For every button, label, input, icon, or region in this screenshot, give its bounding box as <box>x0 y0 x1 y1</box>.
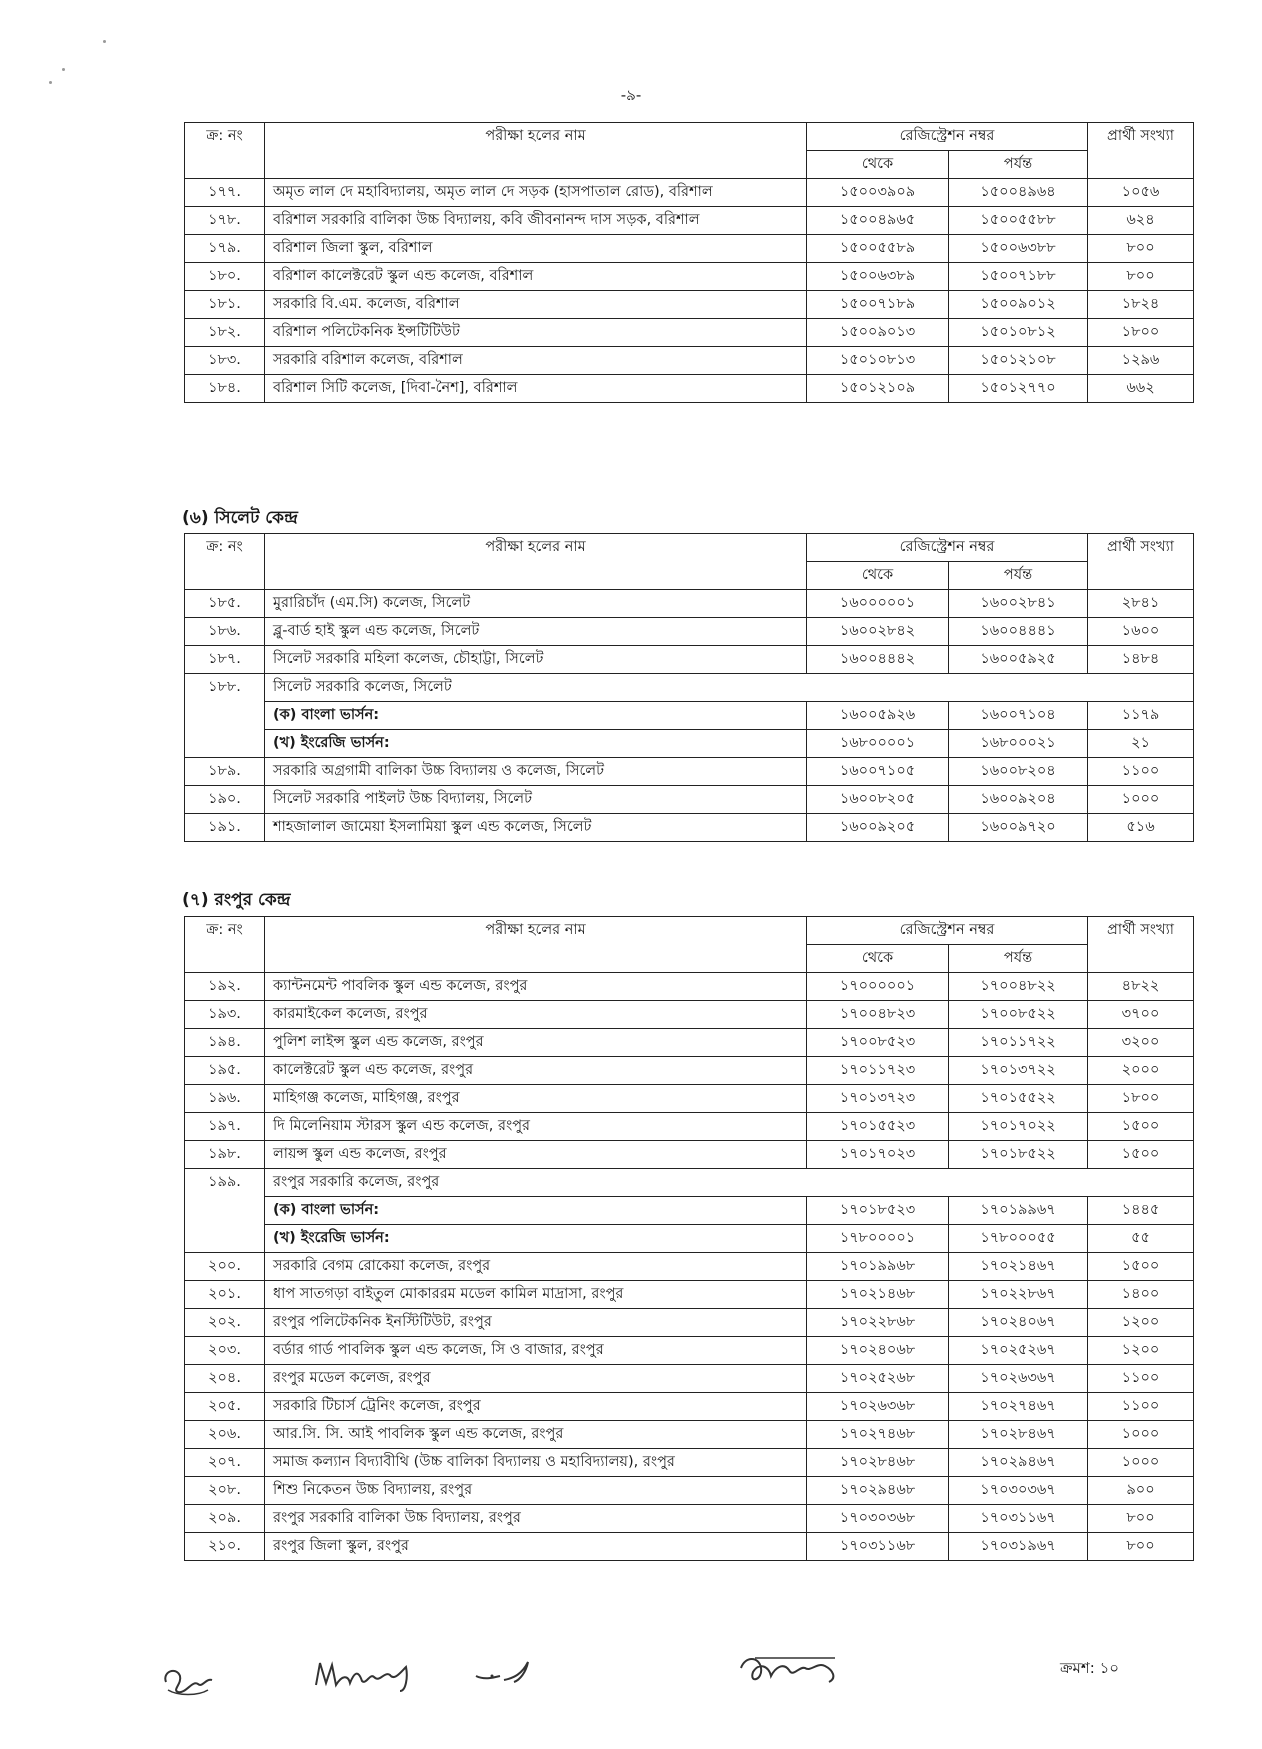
reg-from: ১৭০২৪০৬৮ <box>807 1337 949 1365</box>
hall-name: ব্লু-বার্ড হাই স্কুল এন্ড কলেজ, সিলেট <box>265 618 807 646</box>
row-serial: ১৮৩. <box>185 347 265 375</box>
hall-name: শিশু নিকেতন উচ্চ বিদ্যালয়, রংপুর <box>265 1477 807 1505</box>
reg-to: ১৭০১৮৫২২ <box>949 1141 1088 1169</box>
hall-name: বরিশাল সিটি কলেজ, [দিবা-নৈশ], বরিশাল <box>265 375 807 403</box>
row-serial: ১৯১. <box>185 814 265 842</box>
reg-to: ১৭০৩১৯৬৭ <box>949 1533 1088 1561</box>
candidate-count: ১৮০০ <box>1088 319 1194 347</box>
scan-speck <box>103 40 106 43</box>
hall-name: বরিশাল জিলা স্কুল, বরিশাল <box>265 235 807 263</box>
candidate-count: ১৪০০ <box>1088 1281 1194 1309</box>
table-row <box>185 1421 1194 1449</box>
reg-from: ১৭০১৭০২৩ <box>807 1141 949 1169</box>
candidate-count: ১৫০০ <box>1088 1253 1194 1281</box>
version-label: (ক) বাংলা ভার্সন: <box>265 702 807 730</box>
reg-from: ১৬০০৫৯২৬ <box>807 702 949 730</box>
candidate-count: ১০০০ <box>1088 1449 1194 1477</box>
candidate-count: ৯০০ <box>1088 1477 1194 1505</box>
hall-name: পুলিশ লাইন্স স্কুল এন্ড কলেজ, রংপুর <box>265 1029 807 1057</box>
table-row <box>185 1309 1194 1337</box>
hall-name: রংপুর পলিটেকনিক ইনস্টিটিউট, রংপুর <box>265 1309 807 1337</box>
version-label: (খ) ইংরেজি ভার্সন: <box>265 730 807 758</box>
reg-to: ১৭০০৪৮২২ <box>949 973 1088 1001</box>
version-label: (ক) বাংলা ভার্সন: <box>265 1197 807 1225</box>
reg-from: ১৬০০২৮৪২ <box>807 618 949 646</box>
candidate-count: ১৪৪৫ <box>1088 1197 1194 1225</box>
candidate-count: ৮০০ <box>1088 1533 1194 1561</box>
reg-from: ১৭০০৮৫২৩ <box>807 1029 949 1057</box>
reg-from: ১৬০০৯২০৫ <box>807 814 949 842</box>
reg-from: ১৬০০৪৪৪২ <box>807 646 949 674</box>
row-serial: ১৮০. <box>185 263 265 291</box>
reg-to: ১৫০০৪৯৬৪ <box>949 179 1088 207</box>
candidate-count: ৮০০ <box>1088 1505 1194 1533</box>
table-row <box>185 179 1194 207</box>
reg-to: ১৭০২৮৪৬৭ <box>949 1421 1088 1449</box>
candidate-count: ৩২০০ <box>1088 1029 1194 1057</box>
row-serial: ২০৩. <box>185 1337 265 1365</box>
header-from: থেকে <box>807 945 949 973</box>
row-serial: ১৮৬. <box>185 618 265 646</box>
reg-from: ১৬০০৮২০৫ <box>807 786 949 814</box>
reg-from: ১৭০০৪৮২৩ <box>807 1001 949 1029</box>
reg-from: ১৭০১৮৫২৩ <box>807 1197 949 1225</box>
candidate-count: ১০০০ <box>1088 1421 1194 1449</box>
row-serial: ১৮৫. <box>185 590 265 618</box>
header-hall-name: পরীক্ষা হলের নাম <box>265 123 807 179</box>
header-hall-name: পরীক্ষা হলের নাম <box>265 917 807 973</box>
table-row <box>185 646 1194 674</box>
signature-2 <box>310 1655 420 1695</box>
row-serial: ২০৪. <box>185 1365 265 1393</box>
table-row-split <box>185 674 1194 702</box>
table-subrow <box>185 1225 1194 1253</box>
candidate-count: ১১০০ <box>1088 1393 1194 1421</box>
scan-speck <box>62 68 65 71</box>
reg-to: ১৭০১৫৫২২ <box>949 1085 1088 1113</box>
reg-to: ১৭০০৮৫২২ <box>949 1001 1088 1029</box>
hall-name: অমৃত লাল দে মহাবিদ্যালয়, অমৃত লাল দে সড়ক (হাসপাতাল রোড), বরিশাল <box>265 179 807 207</box>
header-to: পর্যন্ত <box>949 562 1088 590</box>
reg-to: ১৫০১২৭৭০ <box>949 375 1088 403</box>
candidate-count: ১২০০ <box>1088 1337 1194 1365</box>
table-row <box>185 1141 1194 1169</box>
hall-name: মাহিগঞ্জ কলেজ, মাহিগঞ্জ, রংপুর <box>265 1085 807 1113</box>
hall-name: রংপুর সরকারি বালিকা উচ্চ বিদ্যালয়, রংপুর <box>265 1505 807 1533</box>
reg-from: ১৭০০০০০১ <box>807 973 949 1001</box>
row-serial: ১৯৬. <box>185 1085 265 1113</box>
candidate-count: ১৫০০ <box>1088 1113 1194 1141</box>
hall-name: কালেক্টরেট স্কুল এন্ড কলেজ, রংপুর <box>265 1057 807 1085</box>
candidate-count: ১১০০ <box>1088 1365 1194 1393</box>
table-row <box>185 347 1194 375</box>
header-to: পর্যন্ত <box>949 945 1088 973</box>
hall-name: ধাপ সাতগড়া বাইতুল মোকাররম মডেল কামিল মাদ্রাসা, রংপুর <box>265 1281 807 1309</box>
section-heading-rangpur: (৭) রংপুর কেন্দ্র <box>182 890 291 910</box>
table-row <box>185 1337 1194 1365</box>
reg-from: ১৬০০০০০১ <box>807 590 949 618</box>
reg-from: ১৫০১০৮১৩ <box>807 347 949 375</box>
reg-to: ১৭০২৫২৬৭ <box>949 1337 1088 1365</box>
header-serial: ক্র: নং <box>185 917 265 973</box>
table-row <box>185 235 1194 263</box>
hall-name: রংপুর জিলা স্কুল, রংপুর <box>265 1533 807 1561</box>
hall-name: সরকারি অগ্রগামী বালিকা উচ্চ বিদ্যালয় ও কলেজ, সিলেট <box>265 758 807 786</box>
candidate-count: ৫১৬ <box>1088 814 1194 842</box>
candidate-count: ১৮০০ <box>1088 1085 1194 1113</box>
reg-from: ১৫০০৪৯৬৫ <box>807 207 949 235</box>
table-subrow <box>185 1197 1194 1225</box>
row-serial: ১৮৭. <box>185 646 265 674</box>
reg-to: ১৫০০৬৩৮৮ <box>949 235 1088 263</box>
table-subrow <box>185 730 1194 758</box>
reg-to: ১৬০০২৮৪১ <box>949 590 1088 618</box>
candidate-count: ১১০০ <box>1088 758 1194 786</box>
header-hall-name: পরীক্ষা হলের নাম <box>265 534 807 590</box>
hall-name: বর্ডার গার্ড পাবলিক স্কুল এন্ড কলেজ, সি ও বাজার, রংপুর <box>265 1337 807 1365</box>
candidate-count: ১১৭৯ <box>1088 702 1194 730</box>
hall-name: সরকারি বরিশাল কলেজ, বরিশাল <box>265 347 807 375</box>
reg-from: ১৫০১২১০৯ <box>807 375 949 403</box>
reg-from: ১৭০১৫৫২৩ <box>807 1113 949 1141</box>
table-subrow <box>185 702 1194 730</box>
table-row <box>185 1393 1194 1421</box>
hall-name: সমাজ কল্যান বিদ্যাবীথি (উচ্চ বালিকা বিদ্যালয় ও মহাবিদ্যালয়), রংপুর <box>265 1449 807 1477</box>
reg-to: ১৭০২৯৪৬৭ <box>949 1449 1088 1477</box>
reg-to: ১৫০০৫৫৮৮ <box>949 207 1088 235</box>
reg-to: ১৭০১৩৭২২ <box>949 1057 1088 1085</box>
header-serial: ক্র: নং <box>185 534 265 590</box>
hall-name: বরিশাল পলিটেকনিক ইন্সটিটিউট <box>265 319 807 347</box>
section-heading-sylhet: (৬) সিলেট কেন্দ্র <box>182 508 298 528</box>
reg-to: ১৭০১৯৯৬৭ <box>949 1197 1088 1225</box>
table-row <box>185 1477 1194 1505</box>
row-serial: ২১০. <box>185 1533 265 1561</box>
reg-from: ১৫০০৬৩৮৯ <box>807 263 949 291</box>
header-reg-number: রেজিস্ট্রেশন নম্বর <box>807 534 1088 562</box>
table-row <box>185 1365 1194 1393</box>
table-row <box>185 1001 1194 1029</box>
row-serial: ১৯০. <box>185 786 265 814</box>
hall-name: সিলেট সরকারি কলেজ, সিলেট <box>265 674 1194 702</box>
hall-name: মুরারিচাঁদ (এম.সি) কলেজ, সিলেট <box>265 590 807 618</box>
reg-from: ১৭০২১৪৬৮ <box>807 1281 949 1309</box>
row-serial: ১৭৯. <box>185 235 265 263</box>
row-serial: ১৯৩. <box>185 1001 265 1029</box>
table-row <box>185 291 1194 319</box>
candidate-count: ১২৯৬ <box>1088 347 1194 375</box>
table-row <box>185 1057 1194 1085</box>
hall-name: সিলেট সরকারি মহিলা কলেজ, চৌহাট্টা, সিলেট <box>265 646 807 674</box>
header-from: থেকে <box>807 562 949 590</box>
reg-from: ১৫০০৫৫৮৯ <box>807 235 949 263</box>
table-sylhet <box>184 533 1194 842</box>
candidate-count: ১৫০০ <box>1088 1141 1194 1169</box>
candidate-count: ৮০০ <box>1088 263 1194 291</box>
table-row <box>185 1533 1194 1561</box>
table-row-split <box>185 1169 1194 1197</box>
row-serial: ১৯৮. <box>185 1141 265 1169</box>
table-row <box>185 1085 1194 1113</box>
table-row <box>185 973 1194 1001</box>
candidate-count: ১০৫৬ <box>1088 179 1194 207</box>
table-row <box>185 375 1194 403</box>
row-serial: ২০৫. <box>185 1393 265 1421</box>
table-row <box>185 590 1194 618</box>
hall-name: বরিশাল সরকারি বালিকা উচ্চ বিদ্যালয়, কবি জীবনানন্দ দাস সড়ক, বরিশাল <box>265 207 807 235</box>
row-serial: ২০১. <box>185 1281 265 1309</box>
row-serial: ১৮৪. <box>185 375 265 403</box>
reg-to: ১৬০০৯৭২০ <box>949 814 1088 842</box>
header-reg-number: রেজিস্ট্রেশন নম্বর <box>807 917 1088 945</box>
hall-name: সরকারি টিচার্স ট্রেনিং কলেজ, রংপুর <box>265 1393 807 1421</box>
candidate-count: ৪৮২২ <box>1088 973 1194 1001</box>
reg-to: ১৭০২২৮৬৭ <box>949 1281 1088 1309</box>
reg-from: ১৫০০৯০১৩ <box>807 319 949 347</box>
page-number: -৯- <box>620 86 642 104</box>
candidate-count: ৩৭০০ <box>1088 1001 1194 1029</box>
row-serial: ২০৭. <box>185 1449 265 1477</box>
row-serial: ২০৮. <box>185 1477 265 1505</box>
hall-name: দি মিলেনিয়াম স্টারস স্কুল এন্ড কলেজ, রংপুর <box>265 1113 807 1141</box>
header-serial: ক্র: নং <box>185 123 265 179</box>
row-serial: ১৮৯. <box>185 758 265 786</box>
reg-from: ১৭০২৮৪৬৮ <box>807 1449 949 1477</box>
reg-from: ১৭০১১৭২৩ <box>807 1057 949 1085</box>
row-serial: ২০০. <box>185 1253 265 1281</box>
reg-from: ১৬০০৭১০৫ <box>807 758 949 786</box>
reg-to: ১৫০০৭১৮৮ <box>949 263 1088 291</box>
reg-from: ১৭০২৭৪৬৮ <box>807 1421 949 1449</box>
table-row <box>185 1281 1194 1309</box>
table-row <box>185 1253 1194 1281</box>
reg-from: ১৭০৩১১৬৮ <box>807 1533 949 1561</box>
reg-from: ১৭০১৩৭২৩ <box>807 1085 949 1113</box>
reg-from: ১৭৮০০০০১ <box>807 1225 949 1253</box>
reg-from: ১৭০২২৮৬৮ <box>807 1309 949 1337</box>
table-row <box>185 319 1194 347</box>
reg-from: ১৭০৩০৩৬৮ <box>807 1505 949 1533</box>
reg-from: ১৭০২৬৩৬৮ <box>807 1393 949 1421</box>
candidate-count: ৫৫ <box>1088 1225 1194 1253</box>
row-serial: ১৯২. <box>185 973 265 1001</box>
table-row <box>185 1029 1194 1057</box>
candidate-count: ১৮২৪ <box>1088 291 1194 319</box>
reg-to: ১৭০২৪০৬৭ <box>949 1309 1088 1337</box>
table-row <box>185 1505 1194 1533</box>
candidate-count: ৬৬২ <box>1088 375 1194 403</box>
row-serial: ২০৯. <box>185 1505 265 1533</box>
header-to: পর্যন্ত <box>949 151 1088 179</box>
row-serial: ১৯৫. <box>185 1057 265 1085</box>
hall-name: রংপুর সরকারি কলেজ, রংপুর <box>265 1169 1194 1197</box>
reg-to: ১৫০১২১০৮ <box>949 347 1088 375</box>
reg-to: ১৬৮০০০২১ <box>949 730 1088 758</box>
table-row <box>185 1113 1194 1141</box>
hall-name: লায়ন্স স্কুল এন্ড কলেজ, রংপুর <box>265 1141 807 1169</box>
reg-to: ১৫০০৯০১২ <box>949 291 1088 319</box>
reg-from: ১৭০১৯৯৬৮ <box>807 1253 949 1281</box>
hall-name: বরিশাল কালেক্টরেট স্কুল এন্ড কলেজ, বরিশাল <box>265 263 807 291</box>
reg-to: ১৬০০৯২০৪ <box>949 786 1088 814</box>
row-serial: ১৭৭. <box>185 179 265 207</box>
hall-name: সরকারি বি.এম. কলেজ, বরিশাল <box>265 291 807 319</box>
row-serial: ২০২. <box>185 1309 265 1337</box>
row-serial: ১৯৭. <box>185 1113 265 1141</box>
reg-to: ১৫০১০৮১২ <box>949 319 1088 347</box>
hall-name: কারমাইকেল কলেজ, রংপুর <box>265 1001 807 1029</box>
reg-to: ১৭০৩১১৬৭ <box>949 1505 1088 1533</box>
table-rangpur <box>184 916 1194 1561</box>
reg-from: ১৬৮০০০০১ <box>807 730 949 758</box>
reg-to: ১৭০২১৪৬৭ <box>949 1253 1088 1281</box>
table-row <box>185 1449 1194 1477</box>
reg-to: ১৭৮০০০৫৫ <box>949 1225 1088 1253</box>
header-from: থেকে <box>807 151 949 179</box>
table-row <box>185 618 1194 646</box>
candidate-count: ৬২৪ <box>1088 207 1194 235</box>
candidate-count: ১০০০ <box>1088 786 1194 814</box>
reg-from: ১৫০০৩৯০৯ <box>807 179 949 207</box>
candidate-count: ২১ <box>1088 730 1194 758</box>
row-serial: ২০৬. <box>185 1421 265 1449</box>
continued-note: ক্রমশ: ১০ <box>1060 1659 1120 1677</box>
reg-to: ১৬০০৪৪৪১ <box>949 618 1088 646</box>
signature-3 <box>470 1650 540 1690</box>
header-candidates: প্রার্থী সংখ্যা <box>1088 917 1194 973</box>
candidate-count: ২৮৪১ <box>1088 590 1194 618</box>
table-row <box>185 758 1194 786</box>
row-serial: ১৭৮. <box>185 207 265 235</box>
reg-to: ১৬০০৭১০৪ <box>949 702 1088 730</box>
reg-to: ১৭০২৭৪৬৭ <box>949 1393 1088 1421</box>
hall-name: সিলেট সরকারি পাইলট উচ্চ বিদ্যালয়, সিলেট <box>265 786 807 814</box>
reg-to: ১৭০৩০৩৬৭ <box>949 1477 1088 1505</box>
row-serial: ১৮২. <box>185 319 265 347</box>
candidate-count: ১৬০০ <box>1088 618 1194 646</box>
hall-name: আর.সি. সি. আই পাবলিক স্কুল এন্ড কলেজ, রংপুর <box>265 1421 807 1449</box>
header-reg-number: রেজিস্ট্রেশন নম্বর <box>807 123 1088 151</box>
header-candidates: প্রার্থী সংখ্যা <box>1088 123 1194 179</box>
hall-name: রংপুর মডেল কলেজ, রংপুর <box>265 1365 807 1393</box>
table-barishal <box>184 122 1194 403</box>
row-serial: ১৯৪. <box>185 1029 265 1057</box>
candidate-count: ৮০০ <box>1088 235 1194 263</box>
reg-from: ১৭০২৯৪৬৮ <box>807 1477 949 1505</box>
reg-to: ১৭০২৬৩৬৭ <box>949 1365 1088 1393</box>
hall-name: সরকারি বেগম রোকেয়া কলেজ, রংপুর <box>265 1253 807 1281</box>
version-label: (খ) ইংরেজি ভার্সন: <box>265 1225 807 1253</box>
row-serial: ১৯৯. <box>185 1169 265 1253</box>
candidate-count: ২০০০ <box>1088 1057 1194 1085</box>
header-candidates: প্রার্থী সংখ্যা <box>1088 534 1194 590</box>
table-row <box>185 263 1194 291</box>
candidate-count: ১৪৮৪ <box>1088 646 1194 674</box>
reg-to: ১৬০০৮২০৪ <box>949 758 1088 786</box>
row-serial: ১৮১. <box>185 291 265 319</box>
reg-to: ১৬০০৫৯২৫ <box>949 646 1088 674</box>
table-row <box>185 207 1194 235</box>
reg-to: ১৭০১৭০২২ <box>949 1113 1088 1141</box>
reg-to: ১৭০১১৭২২ <box>949 1029 1088 1057</box>
signature-4 <box>735 1648 845 1694</box>
reg-from: ১৭০২৫২৬৮ <box>807 1365 949 1393</box>
hall-name: ক্যান্টনমেন্ট পাবলিক স্কুল এন্ড কলেজ, রংপুর <box>265 973 807 1001</box>
signature-1 <box>158 1660 218 1700</box>
candidate-count: ১২০০ <box>1088 1309 1194 1337</box>
reg-from: ১৫০০৭১৮৯ <box>807 291 949 319</box>
table-row <box>185 814 1194 842</box>
hall-name: শাহজালাল জামেয়া ইসলামিয়া স্কুল এন্ড কলেজ, সিলেট <box>265 814 807 842</box>
row-serial: ১৮৮. <box>185 674 265 758</box>
table-row <box>185 786 1194 814</box>
